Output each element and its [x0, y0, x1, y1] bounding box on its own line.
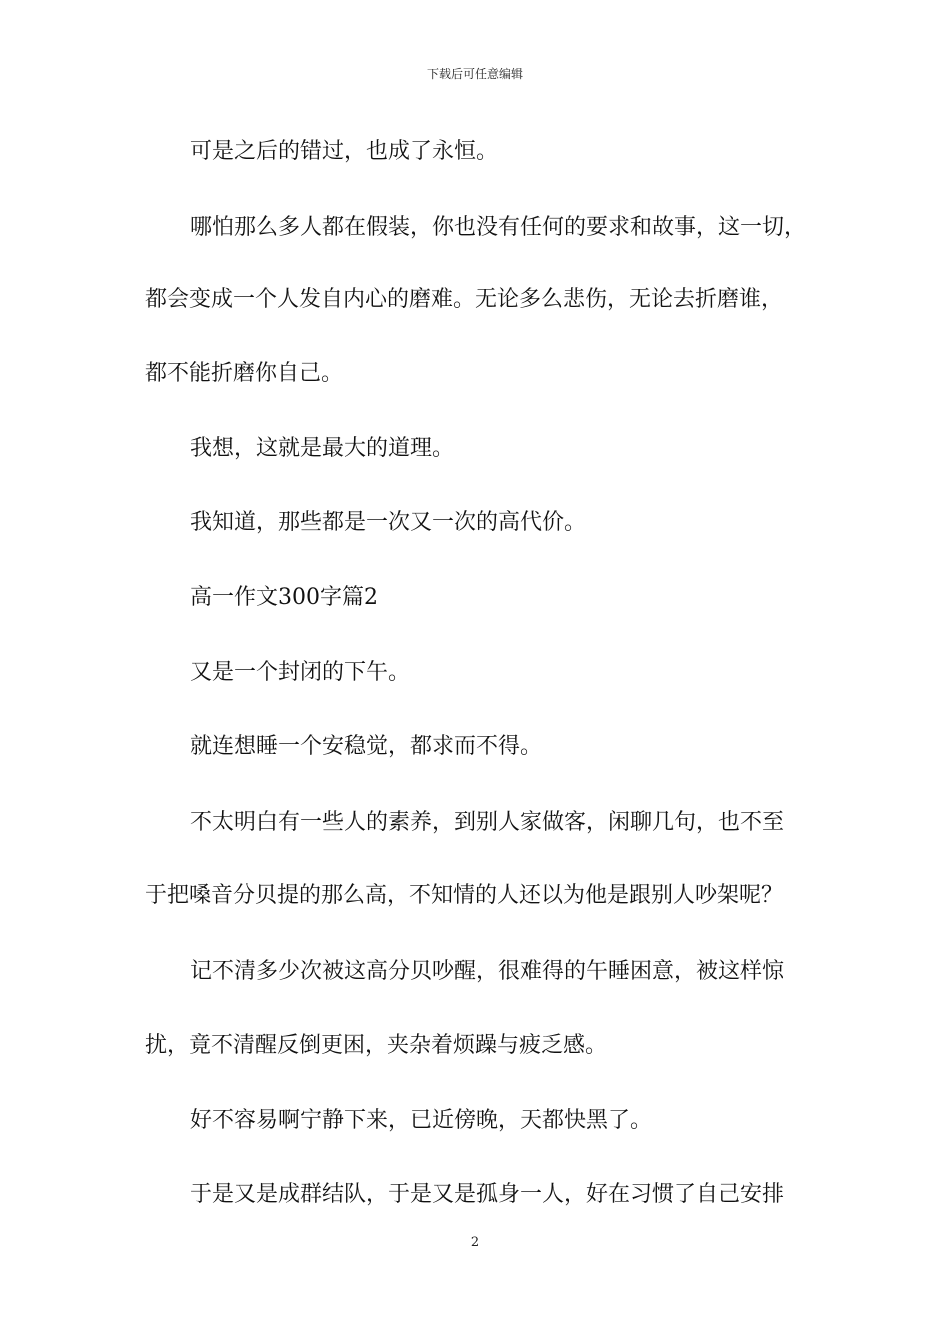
text-line: 扰，竟不清醒反倒更困，夹杂着烦躁与疲乏感。 — [145, 1033, 608, 1058]
section-heading: 高一作文300字篇2 — [190, 585, 378, 610]
text-line: 我知道，那些都是一次又一次的高代价。 — [190, 510, 587, 535]
text-line: 于把嗓音分贝提的那么高，不知情的人还以为他是跟别人吵架呢？ — [145, 883, 784, 908]
text-line: 都会变成一个人发自内心的磨难。无论多么悲伤，无论去折磨谁， — [145, 287, 784, 312]
text-line: 可是之后的错过，也成了永恒。 — [190, 139, 499, 164]
text-line: 不太明白有一些人的素养，到别人家做客，闲聊几句，也不至 — [190, 810, 785, 835]
text-line: 就连想睡一个安稳觉，都求而不得。 — [190, 734, 543, 759]
text-line: 哪怕那么多人都在假装，你也没有任何的要求和故事，这一切， — [190, 215, 807, 240]
text-line: 又是一个封闭的下午。 — [190, 660, 411, 685]
page-header: 下载后可任意编辑 — [426, 67, 523, 81]
text-line: 于是又是成群结队，于是又是孤身一人，好在习惯了自己安排 — [190, 1182, 785, 1207]
page-number: 2 — [470, 1235, 480, 1250]
text-line: 好不容易啊宁静下来，已近傍晚，天都快黑了。 — [190, 1108, 653, 1133]
text-line: 都不能折磨你自己。 — [145, 361, 344, 386]
text-line: 记不清多少次被这高分贝吵醒，很难得的午睡困意，被这样惊 — [190, 959, 785, 984]
text-line: 我想，这就是最大的道理。 — [190, 436, 455, 461]
